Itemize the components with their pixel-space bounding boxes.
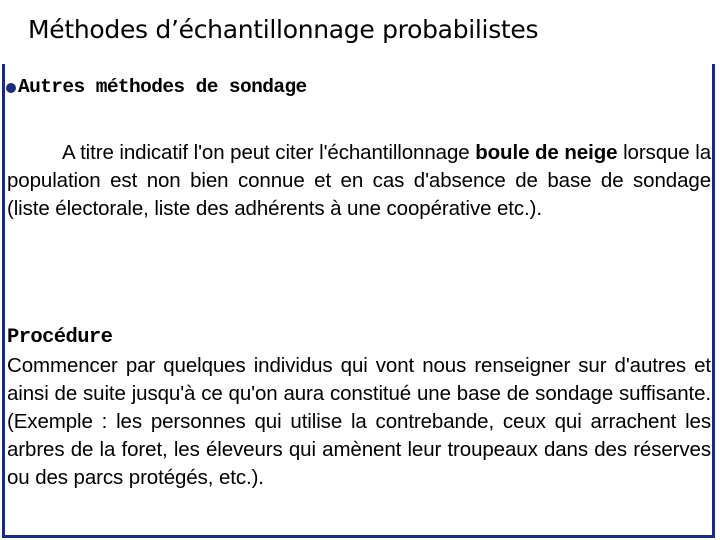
bullet-label: Autres méthodes de sondage: [18, 76, 307, 98]
procedure-heading: Procédure: [7, 326, 113, 349]
slide-title: Méthodes d’échantillonnage probabilistes: [28, 15, 539, 44]
paragraph-intro-before: A titre indicatif l'on peut citer l'échantillonnage: [62, 141, 476, 164]
paragraph-intro: [7, 139, 711, 223]
paragraph-intro-after: lorsque la population est non bien connue et en cas d'absence de base de sondage (liste électorale, liste des adhérents à une coopérative etc.).: [7, 141, 711, 220]
paragraph-intro-bold: boule de neige: [475, 141, 618, 164]
procedure-section: [7, 324, 711, 492]
bullet-item: [6, 74, 307, 100]
bullet-dot-icon: [6, 83, 16, 93]
procedure-text: Commencer par quelques individus qui vont nous renseigner sur d'autres et ainsi de suite jusqu'à ce qu'on aura constitué une base de sondage suffisante. (Exemple : les personnes qui utilise la contrebande, ceux qui arrachent les arbres de la foret, les éleveurs qui amènent leur troupeaux dans des réserves ou des parcs protégés, etc.).: [7, 354, 711, 489]
